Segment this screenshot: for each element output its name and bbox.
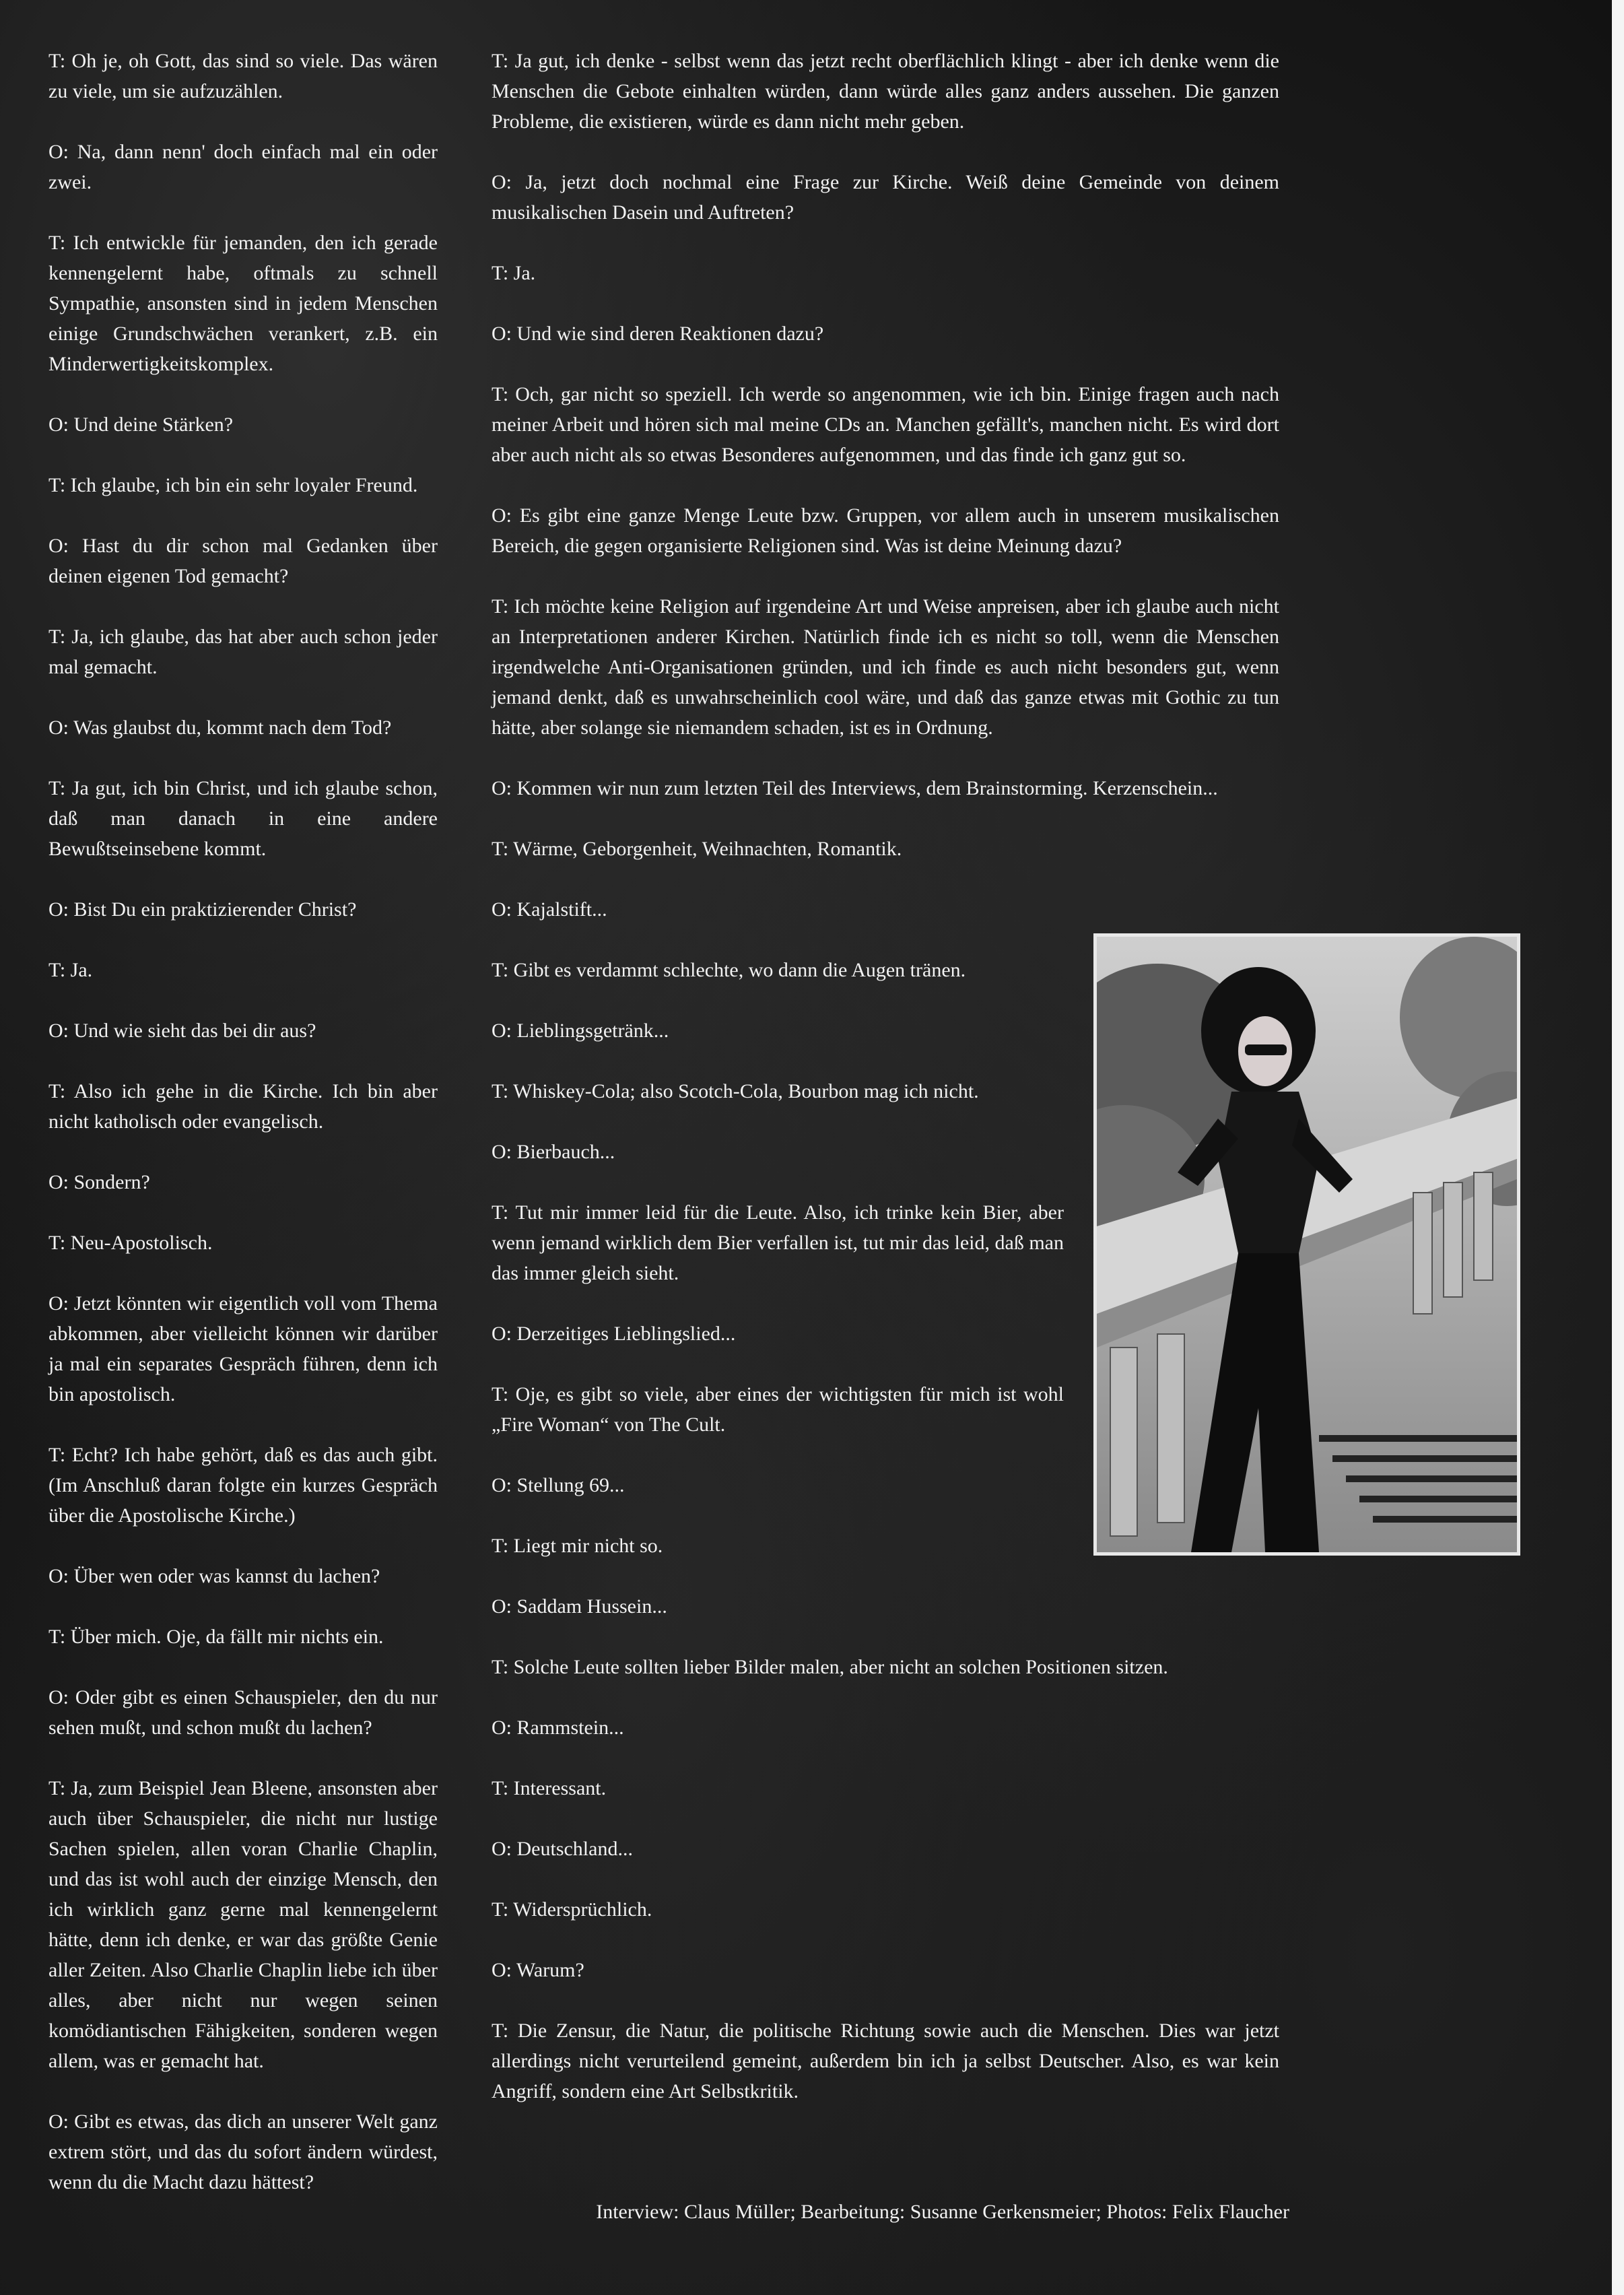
photo-illustration <box>1097 937 1517 1552</box>
interview-paragraph: T: Whiskey-Cola; also Scotch-Cola, Bourbon mag ich nicht. <box>492 1080 979 1102</box>
interview-paragraph: O: Lieblingsgetränk... <box>492 1020 669 1042</box>
interview-paragraph: O: Ja, jetzt doch nochmal eine Frage zur Kirche. Weiß deine Gemeinde von deinem musikalischen Dasein und Auftreten? <box>492 171 1279 224</box>
interview-paragraph: O: Hast du dir schon mal Gedanken über deinen eigenen Tod gemacht? <box>48 535 438 587</box>
interview-paragraph: T: Ja. <box>48 959 93 981</box>
interview-paragraph: T: Solche Leute sollten lieber Bilder malen, aber nicht an solchen Positionen sitzen. <box>492 1656 1168 1678</box>
interview-paragraph: O: Bierbauch... <box>492 1141 615 1163</box>
interview-paragraph: T: Ich entwickle für jemanden, den ich gerade kennengelernt habe, oftmals zu schnell Sympathie, ansonsten sind in jedem Menschen einige Grundschwächen verankert, z.B. ein Minderwertigkeitskomplex. <box>48 232 438 375</box>
interview-paragraph: T: Och, gar nicht so speziell. Ich werde so angenommen, wie ich bin. Einige fragen auch nach meiner Arbeit und hören sich mal meine CDs an. Manchen gefällt's, manchen nicht. Es wird dort aber auch nicht als so etwas Besonderes aufgenommen, und das finde ich ganz gut so. <box>492 383 1279 466</box>
interview-paragraph: T: Über mich. Oje, da fällt mir nichts ein. <box>48 1626 384 1648</box>
interview-paragraph: O: Derzeitiges Lieblingslied... <box>492 1323 736 1345</box>
left-column <box>48 46 438 2228</box>
interview-paragraph: T: Liegt mir nicht so. <box>492 1535 663 1557</box>
interview-paragraph: T: Ja. <box>492 262 536 284</box>
interview-paragraph: O: Jetzt könnten wir eigentlich voll vom Thema abkommen, aber vielleicht können wir darüber ja mal ein separates Gespräch führen, denn ich bin apostolisch. <box>48 1292 438 1405</box>
interview-paragraph: O: Gibt es etwas, das dich an unserer Welt ganz extrem stört, und das du sofort ändern würdest, wenn du die Macht dazu hättest? <box>48 2110 438 2193</box>
interview-paragraph: T: Wärme, Geborgenheit, Weihnachten, Romantik. <box>492 838 902 860</box>
interview-paragraph: O: Und wie sieht das bei dir aus? <box>48 1020 316 1042</box>
interview-paragraph: T: Ja, zum Beispiel Jean Bleene, ansonsten aber auch über Schauspieler, die nicht nur lustige Sachen spielen, allen voran Charlie Chaplin, und das ist wohl auch der einzige Mensch, den ich wirklich ganz gerne mal kennengelernt hätte, denn ich denke, er war das größte Genie aller Zeiten. Also Charlie Chaplin liebe ich über alles, aber nicht nur wegen seinen komödiantischen Fähigkeiten, sonderen wegen allem, was er gemacht hat. <box>48 1777 438 2072</box>
interview-paragraph: T: Tut mir immer leid für die Leute. Also, ich trinke kein Bier, aber wenn jemand wirklich dem Bier verfallen ist, tut mir das leid, daß man das immer gleich sieht. <box>492 1201 1064 1284</box>
interview-paragraph: O: Über wen oder was kannst du lachen? <box>48 1565 380 1587</box>
interview-paragraph: O: Saddam Hussein... <box>492 1595 667 1618</box>
photo-woman-on-balustrade <box>1093 933 1520 1556</box>
interview-paragraph: T: Ja gut, ich bin Christ, und ich glaube schon, daß man danach in eine andere Bewußtseinsebene kommt. <box>48 777 438 860</box>
interview-paragraph: T: Oh je, oh Gott, das sind so viele. Das wären zu viele, um sie aufzuzählen. <box>48 50 438 102</box>
interview-paragraph: O: Stellung 69... <box>492 1474 625 1496</box>
interview-paragraph: O: Bist Du ein praktizierender Christ? <box>48 898 357 921</box>
interview-paragraph: T: Echt? Ich habe gehört, daß es das auch gibt. (Im Anschluß daran folgte ein kurzes Gespräch über die Apostolische Kirche.) <box>48 1444 438 1527</box>
credits-line: Interview: Claus Müller; Bearbeitung: Susanne Gerkensmeier; Photos: Felix Flaucher <box>596 2201 1289 2223</box>
interview-paragraph: O: Und wie sind deren Reaktionen dazu? <box>492 323 824 345</box>
interview-paragraph: T: Neu-Apostolisch. <box>48 1232 213 1254</box>
interview-paragraph: T: Ja, ich glaube, das hat aber auch schon jeder mal gemacht. <box>48 626 438 678</box>
interview-paragraph: O: Kajalstift... <box>492 898 607 921</box>
interview-paragraph: T: Gibt es verdammt schlechte, wo dann die Augen tränen. <box>492 959 966 981</box>
interview-paragraph: T: Also ich gehe in die Kirche. Ich bin aber nicht katholisch oder evangelisch. <box>48 1080 438 1133</box>
interview-paragraph: T: Interessant. <box>492 1777 607 1799</box>
interview-paragraph: O: Und deine Stärken? <box>48 413 234 436</box>
page-edge <box>1612 0 1624 2295</box>
interview-paragraph: T: Ja gut, ich denke - selbst wenn das jetzt recht oberflächlich klingt - aber ich denke wenn die Menschen die Gebote einhalten würden, dann würde alles ganz anders aussehen. Die ganzen Probleme, die existieren, würde es dann nicht mehr geben. <box>492 50 1279 133</box>
interview-paragraph: O: Kommen wir nun zum letzten Teil des Interviews, dem Brainstorming. Kerzenschein... <box>492 777 1218 799</box>
interview-paragraph: O: Oder gibt es einen Schauspieler, den du nur sehen mußt, und schon mußt du lachen? <box>48 1686 438 1739</box>
interview-paragraph: T: Oje, es gibt so viele, aber eines der wichtigsten für mich ist wohl „Fire Woman“ von The Cult. <box>492 1383 1064 1436</box>
interview-paragraph: O: Deutschland... <box>492 1838 633 1860</box>
interview-paragraph: T: Ich möchte keine Religion auf irgendeine Art und Weise anpreisen, aber ich glaube auch nicht an Interpretationen anderer Kirchen. Natürlich finde ich es nicht so toll, wenn die Menschen irgendwelche Anti-Organisationen gründen, und ich finde es auch nicht besonders gut, wenn jemand denkt, daß es unwahrscheinlich cool wäre, und daß das ganze etwas mit Gothic zu tun hätte, aber solange sie niemandem schaden, ist es in Ordnung. <box>492 595 1279 739</box>
interview-paragraph: O: Rammstein... <box>492 1717 624 1739</box>
interview-paragraph: T: Ich glaube, ich bin ein sehr loyaler Freund. <box>48 474 418 496</box>
interview-paragraph: O: Sondern? <box>48 1171 150 1193</box>
interview-paragraph: T: Widersprüchlich. <box>492 1898 652 1921</box>
interview-paragraph: T: Die Zensur, die Natur, die politische Richtung sowie auch die Menschen. Dies war jetzt allerdings nicht verurteilend gemeint, außerdem bin ich ja selbst Deutscher. Also, es war kein Angriff, sondern eine Art Selbstkritik. <box>492 2020 1279 2102</box>
interview-paragraph: O: Warum? <box>492 1959 584 1981</box>
interview-paragraph: O: Es gibt eine ganze Menge Leute bzw. Gruppen, vor allem auch in unserem musikalischen Bereich, die gegen organisierte Religionen sind. Was ist deine Meinung dazu? <box>492 504 1279 557</box>
interview-paragraph: O: Was glaubst du, kommt nach dem Tod? <box>48 717 392 739</box>
interview-paragraph: O: Na, dann nenn' doch einfach mal ein oder zwei. <box>48 141 438 193</box>
